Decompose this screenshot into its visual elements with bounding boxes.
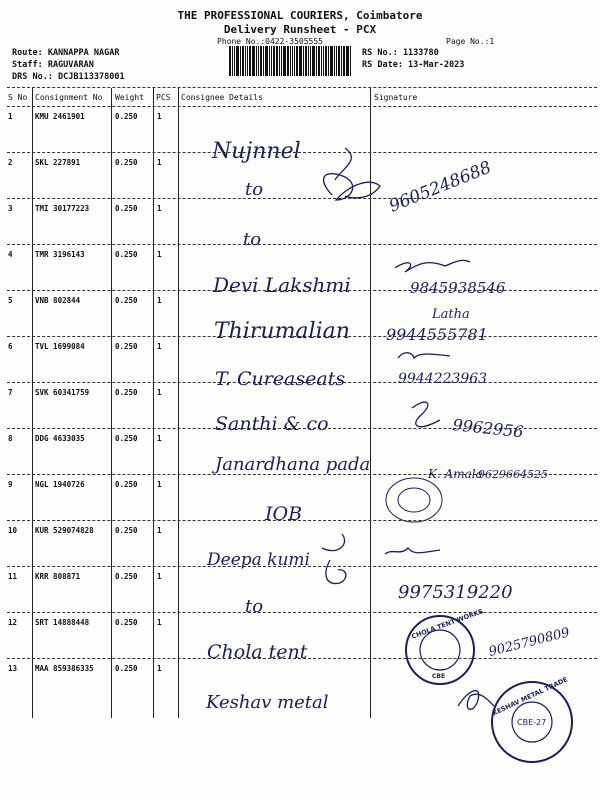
cell-weight: 0.250: [115, 250, 138, 259]
barcode-bar: [308, 46, 309, 76]
cell-consignment: SRT 14888448: [35, 618, 90, 627]
handwritten-phone: 9845938546: [410, 279, 506, 297]
barcode-bar: [271, 46, 272, 76]
cell-pcs: 1: [157, 204, 162, 213]
handwritten-name: K. Amala: [428, 467, 483, 481]
rs-number: RS No.: 1133780: [362, 48, 439, 58]
barcode-bar: [350, 46, 351, 76]
col-pcs: PCS: [156, 93, 171, 102]
cell-pcs: 1: [157, 618, 162, 627]
stamp-ring: [406, 616, 474, 684]
cell-consignment: DDG 4633035: [35, 434, 85, 443]
cell-sno: 12: [8, 618, 18, 627]
cell-pcs: 1: [157, 572, 162, 581]
cell-sno: 4: [8, 250, 13, 259]
cell-weight: 0.250: [115, 480, 138, 489]
row-separator: [7, 382, 597, 383]
drs-number: DRS No.: DCJB113378001: [12, 72, 125, 82]
handwritten-name: to: [245, 179, 264, 200]
barcode-bar: [265, 46, 268, 76]
cell-sno: 1: [8, 112, 13, 121]
barcode-bar: [252, 46, 255, 76]
cell-sno: 5: [8, 296, 13, 305]
handwritten-phone: 9605248688: [386, 157, 495, 217]
barcode-bar: [305, 46, 307, 76]
row-separator: [7, 428, 597, 429]
cell-pcs: 1: [157, 250, 162, 259]
cell-sno: 6: [8, 342, 13, 351]
handwritten-name: IOB: [265, 503, 303, 525]
rubber-stamp: [386, 478, 442, 522]
barcode-bar: [318, 46, 320, 76]
column-divider: [153, 88, 154, 718]
rs-date: RS Date: 13-Mar-2023: [362, 60, 465, 70]
row-separator: [7, 152, 597, 153]
barcode-bar: [242, 46, 244, 76]
cell-weight: 0.250: [115, 434, 138, 443]
runsheet-subtitle: Delivery Runsheet - PCX: [223, 23, 377, 36]
row-separator: [7, 474, 597, 475]
handwritten-phone: 9975319220: [398, 582, 513, 603]
cell-weight: 0.250: [115, 664, 138, 673]
barcode-bar: [336, 46, 337, 76]
barcode-bar: [310, 46, 311, 76]
col-signature: Signature: [374, 93, 418, 102]
cell-weight: 0.250: [115, 618, 138, 627]
handwritten-phone: 9944555781: [386, 325, 488, 344]
barcode-bar: [330, 46, 333, 76]
handwritten-name: Thirumalian: [214, 319, 350, 344]
barcode-bar: [287, 46, 289, 76]
stamp-ring: [492, 682, 572, 762]
handwritten-name: Latha: [432, 307, 470, 322]
barcode-bar: [247, 46, 248, 76]
cell-weight: 0.250: [115, 296, 138, 305]
barcode-bar: [276, 46, 278, 76]
cell-sno: 9: [8, 480, 13, 489]
cell-pcs: 1: [157, 664, 162, 673]
barcode-bar: [338, 46, 340, 76]
signature-mark: [458, 691, 494, 710]
stamp-ring: [420, 630, 460, 670]
handwritten-name: Nujnnel: [212, 139, 301, 164]
cell-consignment: MAA 859386335: [35, 664, 94, 673]
handwritten-name: Janardhana pada: [215, 454, 371, 475]
signature-mark: [412, 402, 440, 427]
stamp-text: CBE-27: [517, 718, 547, 727]
signature-mark: [398, 353, 450, 358]
barcode-bar: [249, 46, 251, 76]
barcode-bar: [316, 46, 317, 76]
handwritten-name: T. Cureaseats: [215, 368, 346, 390]
barcode-bar: [325, 46, 327, 76]
row-separator: [7, 290, 597, 291]
col-weight: Weight: [115, 93, 144, 102]
col-consignee: Consignee Details: [181, 93, 263, 102]
barcode-bar: [232, 46, 233, 76]
cell-sno: 7: [8, 388, 13, 397]
cell-consignment: TMR 3196143: [35, 250, 85, 259]
barcode-bar: [299, 46, 302, 76]
barcode-bar: [334, 46, 335, 76]
cell-weight: 0.250: [115, 572, 138, 581]
cell-pcs: 1: [157, 388, 162, 397]
column-divider: [178, 88, 179, 718]
barcode-bar: [273, 46, 275, 76]
handwritten-name: Chola tent: [207, 641, 308, 663]
cell-weight: 0.250: [115, 204, 138, 213]
staff: Staff: RAGUVARAN: [12, 60, 94, 70]
stamp-ring: [386, 478, 442, 522]
cell-consignment: VNB 802844: [35, 296, 81, 305]
handwritten-phone: 9962956: [451, 415, 525, 442]
cell-pcs: 1: [157, 112, 162, 121]
row-separator: [7, 658, 597, 659]
row-separator: [7, 612, 597, 613]
stamp-text: KESHAV METAL TRADE: [491, 675, 569, 718]
barcode-bar: [343, 46, 345, 76]
stamp-ring: [512, 702, 552, 742]
barcode-bar: [256, 46, 257, 76]
barcode-bar: [294, 46, 295, 76]
route: Route: KANNAPPA NAGAR: [12, 48, 120, 58]
cell-sno: 3: [8, 204, 13, 213]
cell-consignment: KUR 529074828: [35, 526, 94, 535]
cell-sno: 13: [8, 664, 18, 673]
cell-consignment: KMU 2461901: [35, 112, 85, 121]
stamp-ring: [398, 488, 430, 512]
barcode-bar: [303, 46, 304, 76]
cell-sno: 10: [8, 526, 18, 535]
cell-consignment: SVK 60341759: [35, 388, 90, 397]
handwritten-name: Deepa kumi: [207, 550, 310, 570]
table-top-rule: [7, 87, 597, 88]
row-separator: [7, 244, 597, 245]
cell-sno: 2: [8, 158, 13, 167]
handwritten-name: Devi Lakshmi: [213, 273, 351, 297]
barcode-bar: [283, 46, 286, 76]
barcode-bar: [321, 46, 322, 76]
barcode-bar: [260, 46, 262, 76]
row-separator: [7, 336, 597, 337]
page-number: Page No.:1: [446, 37, 495, 46]
cell-consignment: KRR 808871: [35, 572, 81, 581]
signature-mark: [322, 534, 346, 583]
barcode-bar: [258, 46, 259, 76]
cell-pcs: 1: [157, 480, 162, 489]
cell-pcs: 1: [157, 434, 162, 443]
cell-pcs: 1: [157, 158, 162, 167]
cell-pcs: 1: [157, 296, 162, 305]
handwritten-phone: 9025790809: [487, 625, 572, 660]
handwritten-phone: 9944223963: [398, 371, 488, 387]
cell-sno: 11: [8, 572, 18, 581]
barcode-bar: [236, 46, 239, 76]
barcode-bar: [328, 46, 329, 76]
barcode: [229, 46, 357, 76]
stamp-text: CBE: [432, 673, 446, 680]
cell-pcs: 1: [157, 526, 162, 535]
phone-number: Phone No.:0422-3505555: [217, 37, 323, 46]
col-sno: S No: [8, 93, 28, 102]
chola-tent-stamp: [406, 607, 485, 684]
barcode-bar: [292, 46, 293, 76]
col-consignment: Consignment No: [35, 93, 103, 102]
handwritten-name: Keshav metal: [206, 692, 329, 713]
cell-consignment: NGL 1940726: [35, 480, 85, 489]
cell-weight: 0.250: [115, 342, 138, 351]
barcode-bar: [279, 46, 280, 76]
signature-mark: [324, 174, 380, 200]
barcode-bar: [341, 46, 342, 76]
barcode-bar: [290, 46, 291, 76]
barcode-bar: [234, 46, 235, 76]
handwritten-phone: 9629664525: [478, 468, 548, 481]
runsheet-title: THE PROFESSIONAL COURIERS, Coimbatore: [177, 9, 423, 22]
column-divider: [370, 88, 371, 718]
stamp-text: CHOLA TENT WORKS: [410, 607, 485, 641]
row-separator: [7, 520, 597, 521]
barcode-bar: [263, 46, 264, 76]
keshav-metal-stamp: [491, 675, 572, 762]
cell-sno: 8: [8, 434, 13, 443]
handwritten-name: to: [243, 229, 262, 250]
cell-consignment: SKL 227891: [35, 158, 81, 167]
barcode-bar: [281, 46, 282, 76]
row-separator: [7, 566, 597, 567]
cell-consignment: TMI 30177223: [35, 204, 90, 213]
barcode-bar: [323, 46, 324, 76]
barcode-bar: [229, 46, 231, 76]
signature-mark: [395, 260, 470, 272]
cell-weight: 0.250: [115, 388, 138, 397]
header-rule: [7, 106, 597, 107]
signature-mark: [385, 548, 440, 554]
cell-consignment: TVL 1699084: [35, 342, 85, 351]
barcode-bar: [245, 46, 246, 76]
handwritten-name: to: [245, 596, 264, 617]
cell-pcs: 1: [157, 342, 162, 351]
cell-weight: 0.250: [115, 526, 138, 535]
barcode-bar: [296, 46, 298, 76]
cell-weight: 0.250: [115, 112, 138, 121]
barcode-bar: [269, 46, 270, 76]
barcode-bar: [346, 46, 349, 76]
handwritten-name: Santhi & co: [215, 413, 329, 435]
column-divider: [32, 88, 33, 718]
barcode-bar: [312, 46, 315, 76]
row-separator: [7, 198, 597, 199]
cell-weight: 0.250: [115, 158, 138, 167]
barcode-bar: [240, 46, 241, 76]
column-divider: [111, 88, 112, 718]
